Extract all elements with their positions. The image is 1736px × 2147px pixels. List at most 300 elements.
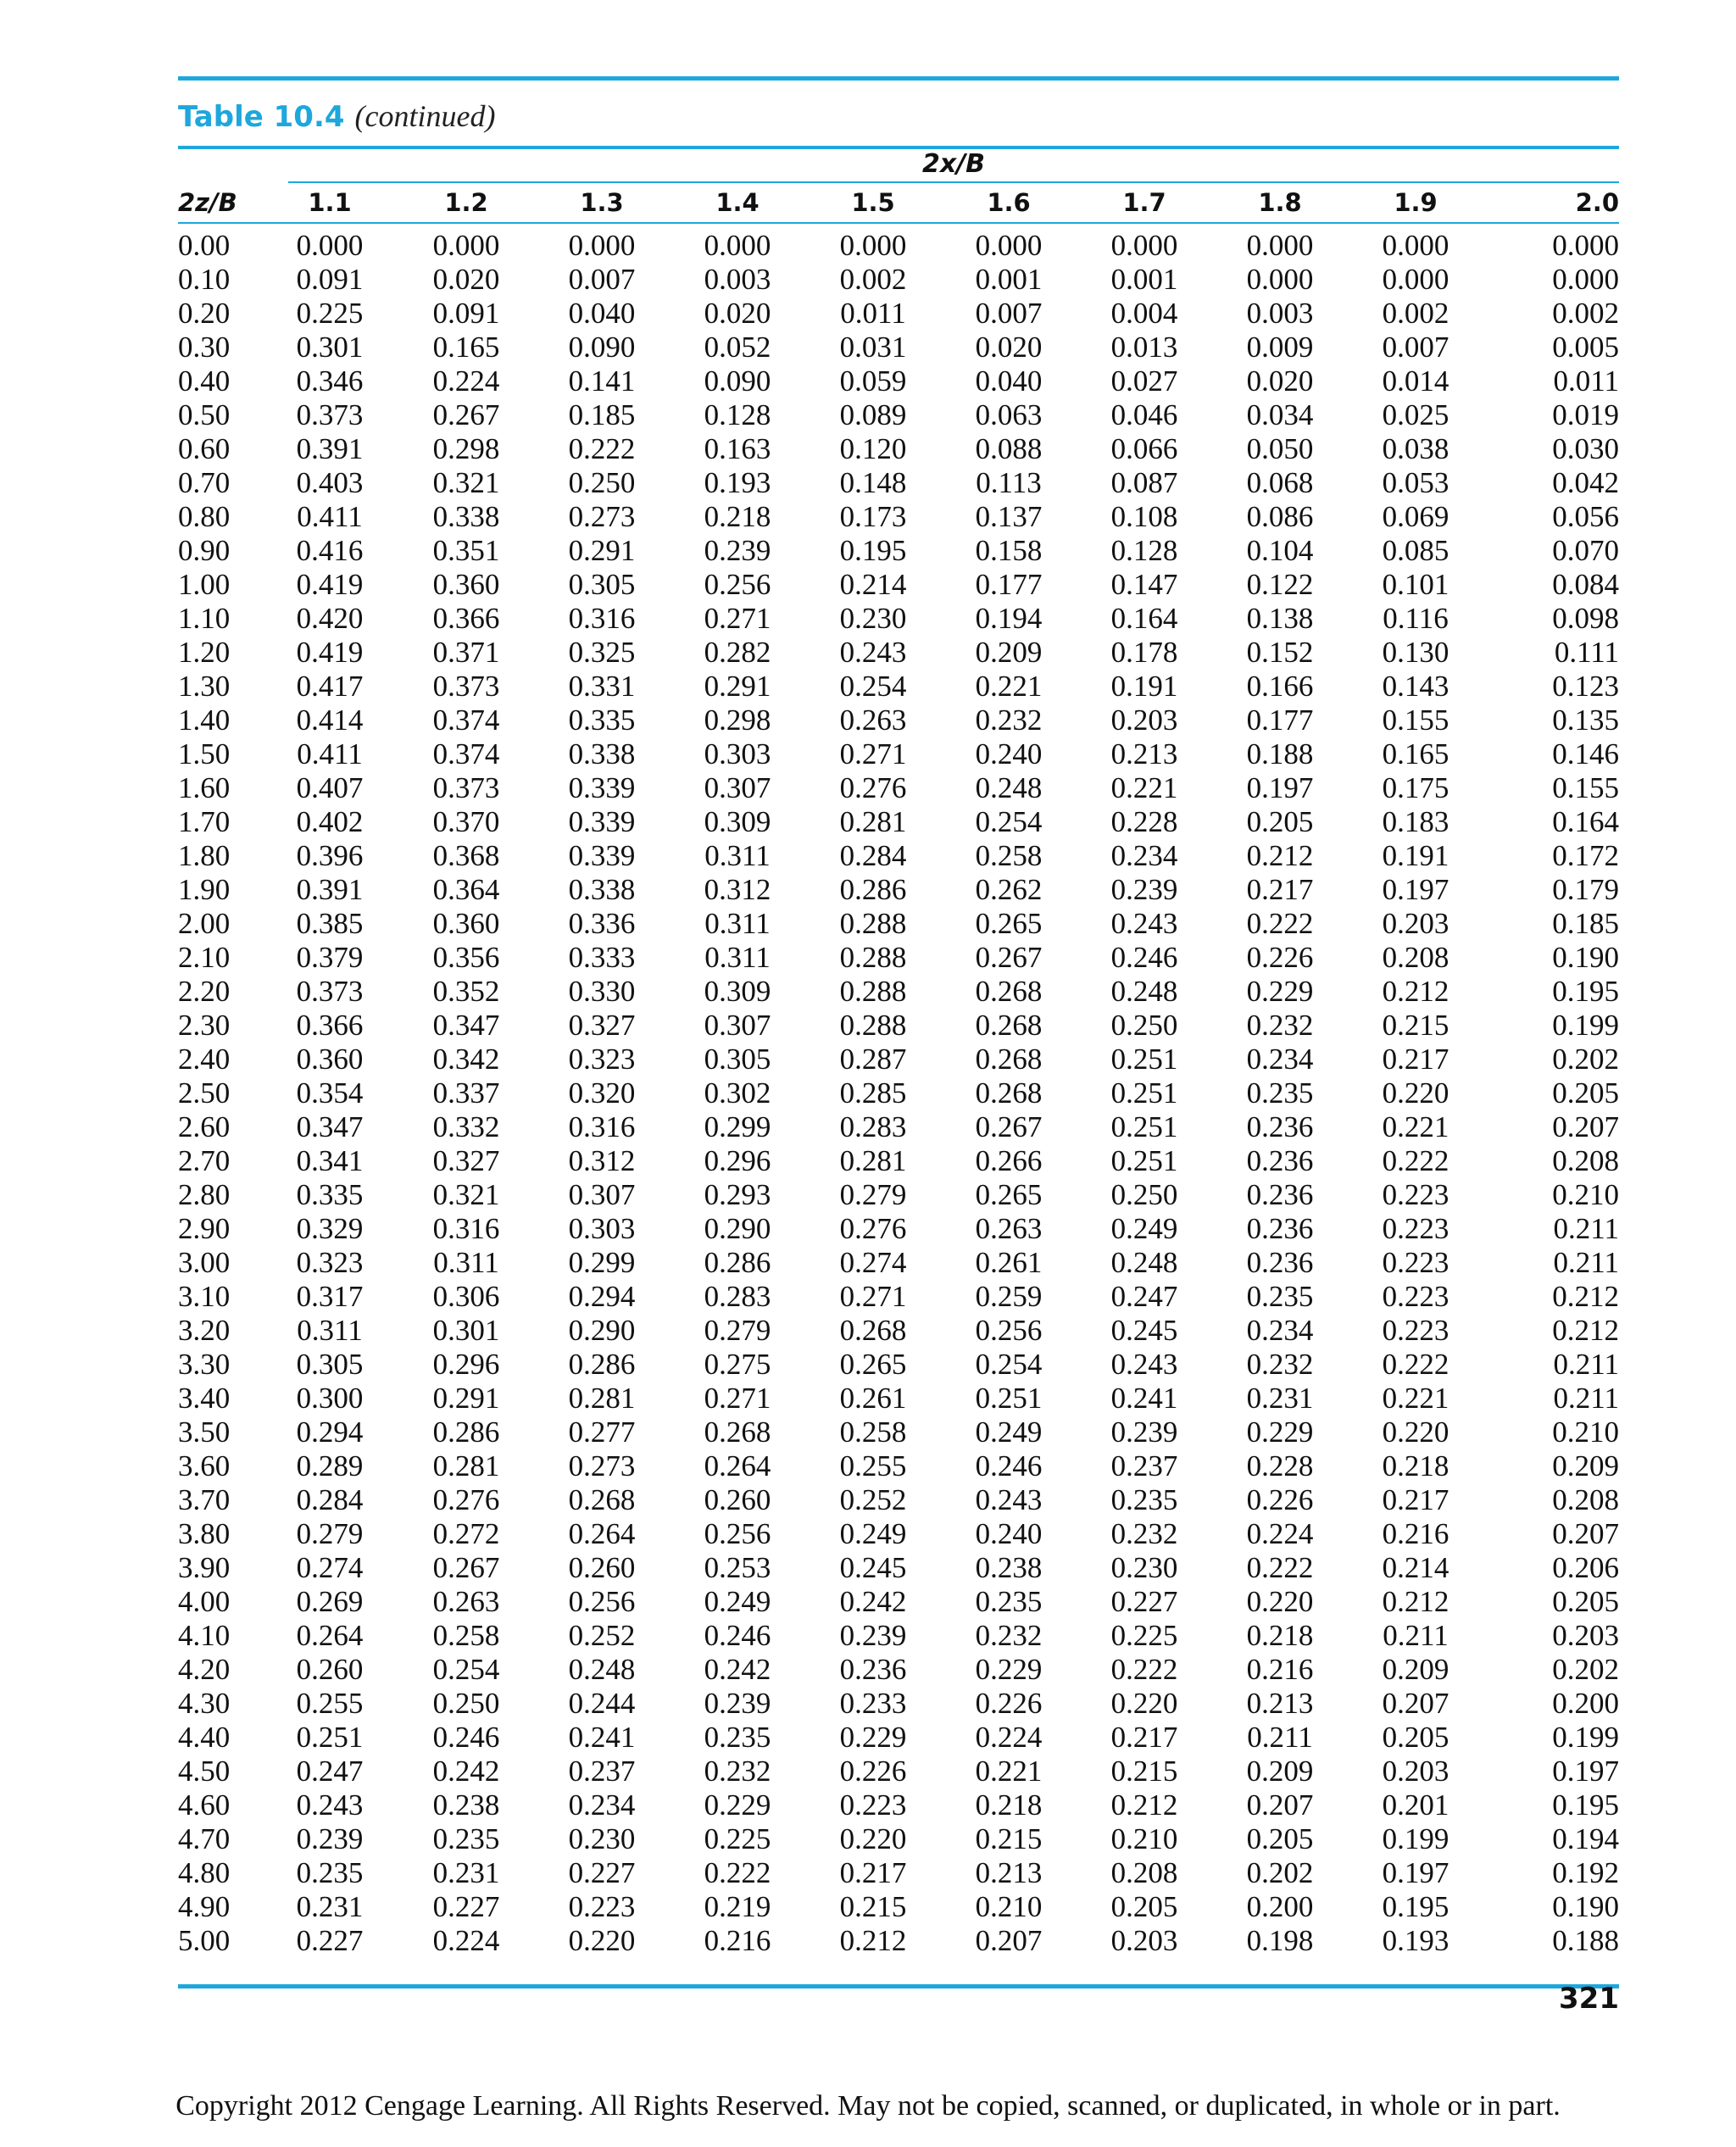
table-row	[178, 839, 1619, 873]
table-cell: 0.227	[1110, 1585, 1178, 1618]
table-cell: 0.281	[839, 1144, 907, 1177]
table-cell: 0.220	[1382, 1416, 1449, 1449]
table-cell: 0.034	[1246, 398, 1314, 431]
table-row	[178, 873, 1619, 907]
table-row	[178, 398, 1619, 432]
table-cell: 0.338	[568, 737, 636, 770]
table-cell: 0.220	[568, 1924, 636, 1957]
table-row	[178, 1246, 1619, 1280]
stress-table	[178, 183, 1619, 1958]
column-header: 1.6	[987, 188, 1031, 217]
row-depth-value: 3.40	[178, 1382, 231, 1415]
table-cell: 0.231	[432, 1856, 500, 1889]
column-header: 1.1	[308, 188, 352, 217]
table-cell: 0.276	[432, 1483, 500, 1516]
table-cell: 0.268	[568, 1483, 636, 1516]
table-cell: 0.254	[975, 1348, 1043, 1381]
table-cell: 0.210	[1552, 1178, 1619, 1211]
table-cell: 0.236	[1246, 1110, 1314, 1143]
table-cell: 0.305	[704, 1043, 771, 1076]
table-cell: 0.212	[1382, 975, 1449, 1008]
table-cell: 0.205	[1552, 1076, 1619, 1110]
table-cell: 0.220	[839, 1822, 907, 1855]
table-cell: 0.165	[432, 331, 500, 364]
table-cell: 0.245	[1110, 1314, 1178, 1347]
table-cell: 0.228	[1246, 1449, 1314, 1482]
table-row	[178, 1585, 1619, 1619]
table-cell: 0.228	[1110, 805, 1178, 838]
table-cell: 0.141	[568, 364, 636, 398]
table-cell: 0.301	[432, 1314, 500, 1347]
table-cell: 0.237	[1110, 1449, 1178, 1482]
table-cell: 0.177	[1246, 704, 1314, 737]
row-depth-value: 3.10	[178, 1280, 231, 1313]
table-cell: 0.339	[568, 771, 636, 804]
table-cell: 0.000	[1246, 229, 1314, 262]
table-cell: 0.291	[432, 1382, 500, 1415]
row-axis-header: 2z/B	[178, 188, 237, 217]
table-row	[178, 1043, 1619, 1076]
table-cell: 0.284	[296, 1483, 364, 1516]
table-cell: 0.222	[1246, 907, 1314, 940]
table-cell: 0.245	[839, 1551, 907, 1584]
table-row	[178, 737, 1619, 771]
table-cell: 0.416	[296, 534, 364, 567]
table-cell: 0.225	[704, 1822, 771, 1855]
table-cell: 0.255	[839, 1449, 907, 1482]
table-row	[178, 1009, 1619, 1043]
table-cell: 0.235	[1246, 1280, 1314, 1313]
header-row	[178, 183, 1619, 222]
table-row	[178, 1314, 1619, 1348]
table-cell: 0.222	[1382, 1144, 1449, 1177]
table-cell: 0.087	[1110, 466, 1178, 499]
table-row	[178, 1721, 1619, 1755]
table-cell: 0.364	[432, 873, 500, 906]
table-cell: 0.411	[297, 500, 363, 533]
table-cell: 0.030	[1552, 432, 1619, 465]
table-cell: 0.207	[1552, 1110, 1619, 1143]
row-depth-value: 3.80	[178, 1517, 231, 1550]
column-header: 1.3	[580, 188, 624, 217]
table-cell: 0.130	[1382, 636, 1449, 669]
table-cell: 0.249	[975, 1416, 1043, 1449]
table-cell: 0.224	[975, 1721, 1043, 1754]
table-cell: 0.250	[1110, 1009, 1178, 1042]
table-cell: 0.243	[296, 1788, 364, 1822]
table-cell: 0.352	[432, 975, 500, 1008]
table-cell: 0.221	[1382, 1382, 1449, 1415]
table-cell: 0.020	[975, 331, 1043, 364]
table-cell: 0.222	[1246, 1551, 1314, 1584]
table-cell: 0.419	[296, 568, 364, 601]
row-depth-value: 2.90	[178, 1212, 231, 1245]
table-cell: 0.366	[432, 602, 500, 635]
table-cell: 0.317	[296, 1280, 364, 1313]
table-cell: 0.417	[296, 670, 364, 703]
table-cell: 0.294	[568, 1280, 636, 1313]
table-cell: 0.298	[432, 432, 500, 465]
table-cell: 0.221	[1110, 771, 1178, 804]
table-cell: 0.038	[1382, 432, 1449, 465]
table-cell: 0.242	[432, 1755, 500, 1788]
table-cell: 0.255	[296, 1687, 364, 1720]
table-cell: 0.339	[568, 805, 636, 838]
table-cell: 0.263	[975, 1212, 1043, 1245]
table-cell: 0.327	[432, 1144, 500, 1177]
table-cell: 0.194	[975, 602, 1043, 635]
table-cell: 0.271	[839, 1280, 907, 1313]
table-cell: 0.338	[432, 500, 500, 533]
table-cell: 0.279	[296, 1517, 364, 1550]
table-cell: 0.241	[1110, 1382, 1178, 1415]
table-cell: 0.267	[975, 1110, 1043, 1143]
table-cell: 0.111	[1554, 636, 1619, 669]
table-cell: 0.040	[568, 297, 636, 330]
table-cell: 0.226	[1246, 941, 1314, 974]
table-cell: 0.158	[975, 534, 1043, 567]
table-cell: 0.288	[839, 907, 907, 940]
table-cell: 0.258	[432, 1619, 500, 1652]
table-body	[178, 222, 1619, 1958]
table-continued-note: (continued)	[354, 99, 496, 133]
table-cell: 0.241	[568, 1721, 636, 1754]
table-cell: 0.286	[432, 1416, 500, 1449]
table-cell: 0.218	[1246, 1619, 1314, 1652]
table-cell: 0.138	[1246, 602, 1314, 635]
table-cell: 0.085	[1382, 534, 1449, 567]
table-cell: 0.203	[1382, 1755, 1449, 1788]
table-cell: 0.337	[432, 1076, 500, 1110]
table-cell: 0.253	[704, 1551, 771, 1584]
table-cell: 0.053	[1382, 466, 1449, 499]
table-cell: 0.090	[704, 364, 771, 398]
table-cell: 0.188	[1246, 737, 1314, 770]
table-cell: 0.211	[1553, 1382, 1619, 1415]
table-cell: 0.225	[1110, 1619, 1178, 1652]
table-cell: 0.199	[1552, 1009, 1619, 1042]
table-cell: 0.223	[839, 1788, 907, 1822]
table-cell: 0.108	[1110, 500, 1178, 533]
table-cell: 0.086	[1246, 500, 1314, 533]
table-cell: 0.005	[1552, 331, 1619, 364]
table-cell: 0.374	[432, 737, 500, 770]
table-cell: 0.224	[432, 1924, 500, 1957]
table-cell: 0.207	[1552, 1517, 1619, 1550]
table-cell: 0.347	[432, 1009, 500, 1042]
table-cell: 0.218	[1382, 1449, 1449, 1482]
table-row	[178, 1924, 1619, 1958]
table-cell: 0.211	[1553, 1212, 1619, 1245]
table-cell: 0.290	[568, 1314, 636, 1347]
table-cell: 0.283	[704, 1280, 771, 1313]
row-depth-value: 4.90	[178, 1890, 231, 1923]
table-cell: 0.312	[704, 873, 771, 906]
table-cell: 0.221	[1382, 1110, 1449, 1143]
table-cell: 0.227	[568, 1856, 636, 1889]
row-depth-value: 2.50	[178, 1076, 231, 1110]
table-cell: 0.232	[975, 1619, 1043, 1652]
table-cell: 0.000	[296, 229, 364, 262]
table-cell: 0.217	[1110, 1721, 1178, 1754]
row-depth-value: 2.70	[178, 1144, 231, 1177]
table-cell: 0.193	[1382, 1924, 1449, 1957]
table-cell: 0.066	[1110, 432, 1178, 465]
table-cell: 0.244	[568, 1687, 636, 1720]
table-cell: 0.373	[296, 398, 364, 431]
table-cell: 0.251	[1110, 1076, 1178, 1110]
table-cell: 0.281	[432, 1449, 500, 1482]
table-cell: 0.279	[839, 1178, 907, 1211]
table-cell: 0.040	[975, 364, 1043, 398]
table-cell: 0.000	[1110, 229, 1178, 262]
table-cell: 0.211	[1553, 1246, 1619, 1279]
table-cell: 0.246	[432, 1721, 500, 1754]
table-cell: 0.192	[1552, 1856, 1619, 1889]
table-cell: 0.013	[1110, 331, 1178, 364]
table-cell: 0.281	[839, 805, 907, 838]
table-cell: 0.264	[704, 1449, 771, 1482]
table-cell: 0.285	[839, 1076, 907, 1110]
table-cell: 0.288	[839, 975, 907, 1008]
column-header: 1.2	[444, 188, 488, 217]
table-cell: 0.203	[1110, 704, 1178, 737]
table-row	[178, 297, 1619, 331]
table-cell: 0.263	[839, 704, 907, 737]
table-cell: 0.101	[1382, 568, 1449, 601]
table-cell: 0.211	[1247, 1721, 1313, 1754]
row-depth-value: 3.20	[178, 1314, 231, 1347]
table-label: Table 10.4	[178, 100, 345, 134]
table-cell: 0.247	[1110, 1280, 1178, 1313]
row-depth-value: 2.10	[178, 941, 231, 974]
table-cell: 0.042	[1552, 466, 1619, 499]
table-cell: 0.178	[1110, 636, 1178, 669]
table-cell: 0.000	[704, 229, 771, 262]
table-cell: 0.201	[1382, 1788, 1449, 1822]
table-cell: 0.268	[975, 1076, 1043, 1110]
table-cell: 0.190	[1552, 941, 1619, 974]
table-row	[178, 704, 1619, 737]
table-cell: 0.216	[704, 1924, 771, 1957]
table-cell: 0.215	[1382, 1009, 1449, 1042]
table-cell: 0.290	[704, 1212, 771, 1245]
table-cell: 0.211	[1553, 1348, 1619, 1381]
row-depth-value: 1.10	[178, 602, 231, 635]
table-cell: 0.260	[296, 1653, 364, 1686]
table-cell: 0.155	[1552, 771, 1619, 804]
table-cell: 0.163	[704, 432, 771, 465]
table-cell: 0.003	[704, 263, 771, 296]
table-cell: 0.223	[568, 1890, 636, 1923]
row-depth-value: 1.90	[178, 873, 231, 906]
table-cell: 0.279	[704, 1314, 771, 1347]
table-cell: 0.258	[975, 839, 1043, 872]
table-cell: 0.172	[1552, 839, 1619, 872]
table-cell: 0.261	[839, 1382, 907, 1415]
table-cell: 0.202	[1552, 1043, 1619, 1076]
table-cell: 0.327	[568, 1009, 636, 1042]
table-cell: 0.230	[1110, 1551, 1178, 1584]
table-cell: 0.231	[296, 1890, 364, 1923]
table-cell: 0.311	[297, 1314, 363, 1347]
table-cell: 0.208	[1382, 941, 1449, 974]
table-cell: 0.223	[1382, 1246, 1449, 1279]
table-cell: 0.190	[1552, 1890, 1619, 1923]
table-cell: 0.284	[839, 839, 907, 872]
table-cell: 0.294	[296, 1416, 364, 1449]
table-cell: 0.277	[568, 1416, 636, 1449]
table-cell: 0.000	[839, 229, 907, 262]
table-cell: 0.216	[1382, 1517, 1449, 1550]
table-cell: 0.212	[839, 1924, 907, 1957]
table-cell: 0.089	[839, 398, 907, 431]
table-cell: 0.232	[704, 1755, 771, 1788]
table-cell: 0.019	[1552, 398, 1619, 431]
table-cell: 0.267	[432, 1551, 500, 1584]
table-cell: 0.247	[296, 1755, 364, 1788]
table-cell: 0.216	[1246, 1653, 1314, 1686]
table-cell: 0.231	[1246, 1382, 1314, 1415]
table-cell: 0.146	[1552, 737, 1619, 770]
table-cell: 0.236	[839, 1653, 907, 1686]
table-cell: 0.323	[296, 1246, 364, 1279]
table-cell: 0.220	[1110, 1687, 1178, 1720]
table-cell: 0.261	[975, 1246, 1043, 1279]
table-cell: 0.229	[704, 1788, 771, 1822]
table-cell: 0.217	[839, 1856, 907, 1889]
table-cell: 0.236	[1246, 1212, 1314, 1245]
table-cell: 0.299	[704, 1110, 771, 1143]
table-row	[178, 1144, 1619, 1178]
table-cell: 0.221	[975, 670, 1043, 703]
table-cell: 0.252	[568, 1619, 636, 1652]
table-cell: 0.199	[1552, 1721, 1619, 1754]
table-row	[178, 229, 1619, 263]
table-row	[178, 1551, 1619, 1585]
table-cell: 0.215	[975, 1822, 1043, 1855]
table-cell: 0.165	[1382, 737, 1449, 770]
table-cell: 0.316	[568, 602, 636, 635]
table-cell: 0.325	[568, 636, 636, 669]
table-cell: 0.191	[1110, 670, 1178, 703]
table-cell: 0.268	[975, 1043, 1043, 1076]
table-cell: 0.309	[704, 975, 771, 1008]
table-cell: 0.243	[1110, 1348, 1178, 1381]
table-cell: 0.212	[1552, 1280, 1619, 1313]
table-cell: 0.288	[839, 941, 907, 974]
table-cell: 0.276	[839, 771, 907, 804]
table-cell: 0.281	[568, 1382, 636, 1415]
table-cell: 0.263	[432, 1585, 500, 1618]
table-cell: 0.214	[1382, 1551, 1449, 1584]
table-cell: 0.360	[432, 568, 500, 601]
table-row	[178, 1653, 1619, 1687]
row-depth-value: 3.60	[178, 1449, 231, 1482]
table-cell: 0.199	[1382, 1822, 1449, 1855]
table-cell: 0.009	[1246, 331, 1314, 364]
table-cell: 0.195	[1552, 975, 1619, 1008]
table-cell: 0.104	[1246, 534, 1314, 567]
table-cell: 0.220	[1246, 1585, 1314, 1618]
table-cell: 0.307	[568, 1178, 636, 1211]
table-cell: 0.240	[975, 1517, 1043, 1550]
table-row	[178, 805, 1619, 839]
table-row	[178, 941, 1619, 975]
table-cell: 0.227	[296, 1924, 364, 1957]
table-header	[178, 183, 1619, 222]
table-cell: 0.209	[975, 636, 1043, 669]
table-cell: 0.003	[1246, 297, 1314, 330]
row-depth-value: 4.00	[178, 1585, 231, 1618]
row-depth-value: 5.00	[178, 1924, 231, 1957]
table-row	[178, 500, 1619, 534]
table-cell: 0.148	[839, 466, 907, 499]
table-row	[178, 771, 1619, 805]
row-depth-value: 4.60	[178, 1788, 231, 1822]
table-cell: 0.311	[433, 1246, 499, 1279]
table-cell: 0.232	[1246, 1009, 1314, 1042]
table-cell: 0.236	[1246, 1178, 1314, 1211]
table-cell: 0.000	[568, 229, 636, 262]
row-depth-value: 3.70	[178, 1483, 231, 1516]
table-cell: 0.206	[1552, 1551, 1619, 1584]
table-cell: 0.267	[975, 941, 1043, 974]
table-cell: 0.207	[1246, 1788, 1314, 1822]
table-cell: 0.234	[1110, 839, 1178, 872]
table-cell: 0.000	[1552, 263, 1619, 296]
table-cell: 0.351	[432, 534, 500, 567]
table-cell: 0.198	[1246, 1924, 1314, 1957]
table-cell: 0.226	[839, 1755, 907, 1788]
table-cell: 0.235	[1246, 1076, 1314, 1110]
table-cell: 0.246	[975, 1449, 1043, 1482]
table-cell: 0.316	[432, 1212, 500, 1245]
table-cell: 0.185	[568, 398, 636, 431]
table-cell: 0.209	[1552, 1449, 1619, 1482]
table-cell: 0.195	[1552, 1788, 1619, 1822]
table-cell: 0.268	[839, 1314, 907, 1347]
table-cell: 0.243	[1110, 907, 1178, 940]
table-row	[178, 636, 1619, 670]
table-cell: 0.239	[296, 1822, 364, 1855]
table-cell: 0.031	[839, 331, 907, 364]
table-cell: 0.137	[975, 500, 1043, 533]
table-cell: 0.239	[1110, 1416, 1178, 1449]
row-depth-value: 4.20	[178, 1653, 231, 1686]
table-cell: 0.229	[975, 1653, 1043, 1686]
table-cell: 0.001	[975, 263, 1043, 296]
table-cell: 0.020	[1246, 364, 1314, 398]
table-row	[178, 1687, 1619, 1721]
table-cell: 0.230	[568, 1822, 636, 1855]
table-cell: 0.217	[1382, 1483, 1449, 1516]
row-depth-value: 0.60	[178, 432, 231, 465]
table-cell: 0.333	[568, 941, 636, 974]
table-cell: 0.123	[1552, 670, 1619, 703]
table-cell: 0.370	[432, 805, 500, 838]
table-cell: 0.269	[296, 1585, 364, 1618]
table-row	[178, 1178, 1619, 1212]
column-header: 2.0	[1575, 188, 1619, 217]
table-cell: 0.191	[1382, 839, 1449, 872]
copyright-notice: Copyright 2012 Cengage Learning. All Rights Reserved. May not be copied, scanned, or duplicated, in whole or in part.	[175, 2090, 1561, 2122]
table-cell: 0.217	[1382, 1043, 1449, 1076]
row-depth-value: 4.10	[178, 1619, 231, 1652]
table-cell: 0.391	[296, 873, 364, 906]
table-cell: 0.068	[1246, 466, 1314, 499]
table-cell: 0.249	[1110, 1212, 1178, 1245]
